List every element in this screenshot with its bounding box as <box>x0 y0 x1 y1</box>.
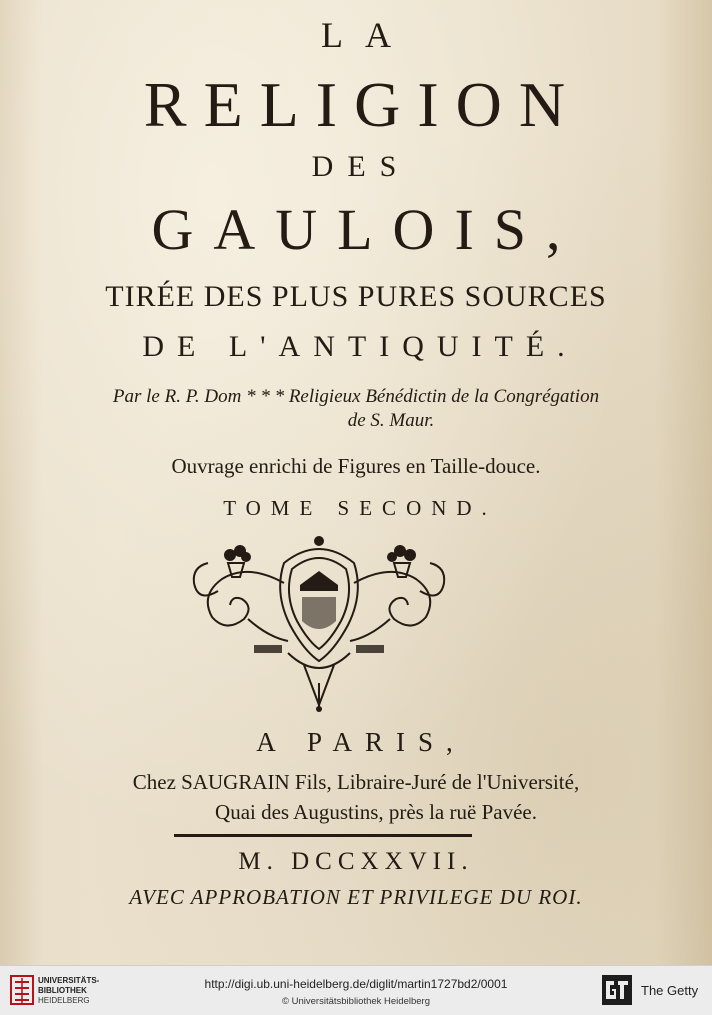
permalink-url[interactable]: http://digi.ub.uni-heidelberg.de/diglit/martin1727bd2/0001 <box>204 977 508 991</box>
title-line-religion: RELIGION <box>143 69 583 140</box>
imprint-city: A PARIS, <box>256 727 466 757</box>
library-name-line-2: BIBLIOTHEK <box>38 986 87 995</box>
volume-label: TOME SECOND. <box>223 496 497 520</box>
divider-rule <box>174 834 472 837</box>
imprint-publisher-line-1: Chez SAUGRAIN Fils, Libraire-Juré de l'Université, <box>132 770 580 794</box>
author-line: Par le R. P. Dom * * * Religieux Bénédictin de la Congrégation <box>112 386 600 407</box>
subtitle: Ouvrage enrichi de Figures en Taille-douce. <box>171 454 541 478</box>
copyright-notice: © Universitätsbibliothek Heidelberg <box>282 996 430 1007</box>
library-name-line-1: UNIVERSITÄTS- <box>38 976 100 985</box>
title-line-tiree: TIRÉE DES PLUS PURES SOURCES <box>105 280 607 313</box>
title-line-antiquite: DE L'ANTIQUITÉ. <box>142 330 578 363</box>
title-line-gaulois: GAULOIS, <box>151 197 581 262</box>
title-line-la: LA <box>321 15 413 55</box>
title-line-des: DES <box>311 150 411 183</box>
getty-logo-icon[interactable] <box>602 975 632 1005</box>
imprint-privilege: AVEC APPROBATION ET PRIVILEGE DU ROI. <box>129 885 583 909</box>
partner-name[interactable]: The Getty <box>641 983 699 998</box>
viewer-footer <box>0 965 712 1015</box>
author-line-2: de S. Maur. <box>347 410 435 431</box>
printers-ornament-icon <box>188 533 450 713</box>
library-name-line-3: HEIDELBERG <box>38 996 90 1005</box>
imprint-date: M. DCCXXVII. <box>238 848 474 875</box>
imprint-publisher-line-2: Quai des Augustins, près la ruë Pavée. <box>215 800 537 824</box>
